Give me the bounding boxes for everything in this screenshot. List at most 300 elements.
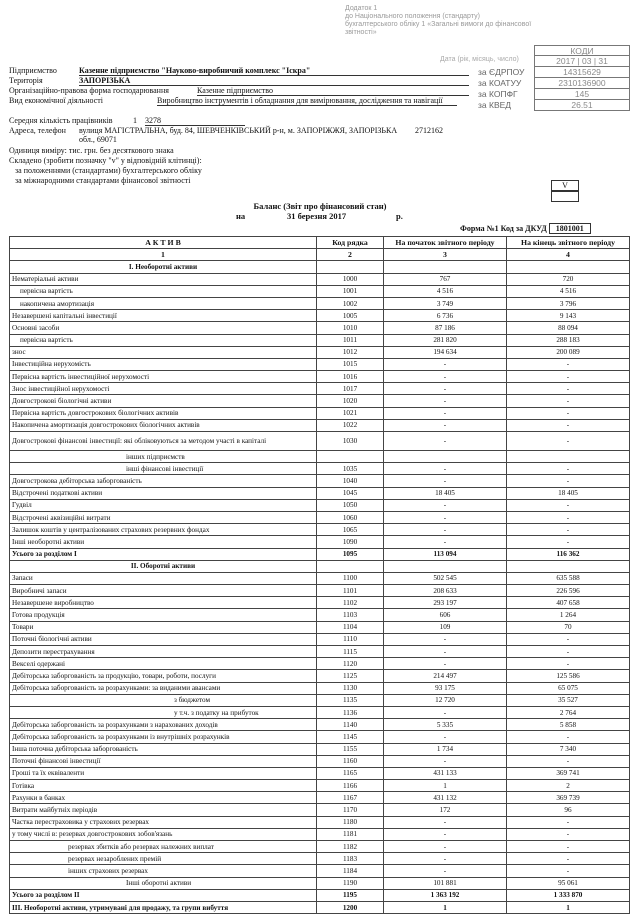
row-end-value: 35 527 (507, 694, 630, 706)
table-row (10, 346, 630, 358)
row-end-value: - (507, 646, 630, 658)
row-end-value: 5 858 (507, 719, 630, 731)
row-name: резервах незароблених премій (10, 853, 317, 865)
row-name: Основні засоби (10, 322, 317, 334)
date-on: на (236, 211, 246, 221)
row-code (317, 451, 384, 463)
table-row (10, 297, 630, 309)
column-number: 2 (317, 249, 384, 261)
row-start-value: - (384, 646, 507, 658)
row-code: 1120 (317, 658, 384, 670)
table-row (10, 463, 630, 475)
row-code: 1183 (317, 853, 384, 865)
row-name: первісна вартість (10, 285, 317, 297)
header-cell: На початок звітного періоду (384, 237, 507, 249)
form-dkud-code: 1801001 (549, 223, 591, 234)
row-name: Інші оборотні активи (10, 877, 317, 889)
row-end-value: 3 796 (507, 297, 630, 309)
row-code: 1005 (317, 310, 384, 322)
codes-label: за КОАТУУ (478, 78, 522, 88)
row-start-value: 1 (384, 780, 507, 792)
table-row (10, 285, 630, 297)
codes-date: 2017 | 03 | 31 (534, 56, 630, 67)
row-start-value: 194 634 (384, 346, 507, 358)
table-row (10, 499, 630, 511)
header-cell: А К Т И В (10, 237, 317, 249)
year-suffix: р. (396, 211, 403, 221)
row-start-value: 87 186 (384, 322, 507, 334)
row-code: 1136 (317, 706, 384, 718)
row-code: 1010 (317, 322, 384, 334)
row-name: Виробничі запаси (10, 585, 317, 597)
row-end-value: - (507, 358, 630, 370)
row-start-value: - (384, 358, 507, 370)
table-row (10, 767, 630, 779)
legal-form-value: Казенне підприємство (197, 86, 469, 96)
row-name: Первісна вартість інвестиційної нерухомості (10, 371, 317, 383)
row-code: 1125 (317, 670, 384, 682)
column-number: 4 (507, 249, 630, 261)
row-name: Довгострокові біологічні активи (10, 395, 317, 407)
row-start-value: - (384, 395, 507, 407)
std1-text: за положеннями (стандартами) бухгалтерського обліку (15, 166, 202, 175)
table-row (10, 511, 630, 523)
row-name: Дебіторська заборгованість за розрахунками: за виданими авансами (10, 682, 317, 694)
row-code: 1167 (317, 792, 384, 804)
balance-table (9, 236, 630, 914)
table-row (10, 419, 630, 431)
row-name: I. Необоротні активи (10, 261, 317, 273)
row-code: 1050 (317, 499, 384, 511)
row-start-value: 293 197 (384, 597, 507, 609)
row-code: 1184 (317, 865, 384, 877)
address-value: вулиця МАГІСТРАЛЬНА, буд. 84, ШЕВЧЕНКІВСЬКИЙ р-н, м. ЗАПОРІЖЖЯ, ЗАПОРІЗЬКА обл., 69071 (79, 126, 398, 144)
row-start-value: 101 881 (384, 877, 507, 889)
report-title: Баланс (Звіт про фінансовий стан) (253, 201, 387, 211)
row-start-value: - (384, 841, 507, 853)
row-end-value (507, 560, 630, 572)
row-code: 1022 (317, 419, 384, 431)
row-start-value: - (384, 419, 507, 431)
row-code (317, 560, 384, 572)
codes-row (440, 56, 630, 67)
codes-label: за ЄДРПОУ (478, 67, 525, 77)
row-end-value: 200 089 (507, 346, 630, 358)
row-code: 1155 (317, 743, 384, 755)
row-end-value: 720 (507, 273, 630, 285)
header-cell: Код рядка (317, 237, 384, 249)
row-end-value: 2 (507, 780, 630, 792)
table-row (10, 451, 630, 463)
row-start-value: - (384, 407, 507, 419)
row-start-value: - (384, 536, 507, 548)
row-name: Інша поточна дебіторська заборгованість (10, 743, 317, 755)
row-start-value: - (384, 853, 507, 865)
row-name: Первісна вартість довгострокових біологічних активів (10, 407, 317, 419)
table-row (10, 371, 630, 383)
table-row (10, 487, 630, 499)
row-code: 1017 (317, 383, 384, 395)
codes-block (440, 45, 630, 111)
codes-row (478, 45, 630, 56)
row-code: 1115 (317, 646, 384, 658)
table-row (10, 597, 630, 609)
row-end-value (507, 451, 630, 463)
row-start-value: 431 133 (384, 767, 507, 779)
row-end-value: - (507, 499, 630, 511)
row-start-value: 1 363 192 (384, 889, 507, 901)
header-cell: На кінець звітного періоду (507, 237, 630, 249)
row-code: 1195 (317, 889, 384, 901)
composed-text: Складено (зробити позначку "v" у відповідній клітинці): (9, 156, 202, 165)
row-code: 1095 (317, 548, 384, 560)
row-name: первісна вартість (10, 334, 317, 346)
report-date: 31 березня 2017 (287, 211, 347, 221)
row-code: 1101 (317, 585, 384, 597)
column-number: 3 (384, 249, 507, 261)
row-start-value: 431 132 (384, 792, 507, 804)
table-row (10, 585, 630, 597)
row-end-value: 9 143 (507, 310, 630, 322)
row-code: 1110 (317, 633, 384, 645)
row-code: 1040 (317, 475, 384, 487)
table-row (10, 755, 630, 767)
row-code: 1030 (317, 432, 384, 451)
row-name: знос (10, 346, 317, 358)
row-code: 1160 (317, 755, 384, 767)
row-code: 1180 (317, 816, 384, 828)
codes-row (478, 100, 630, 111)
row-end-value: 2 764 (507, 706, 630, 718)
row-name: з бюджетом (10, 694, 317, 706)
row-end-value (507, 261, 630, 273)
table-row (10, 633, 630, 645)
row-name: II. Оборотні активи (10, 560, 317, 572)
row-start-value: 208 633 (384, 585, 507, 597)
row-end-value: 226 596 (507, 585, 630, 597)
row-start-value: - (384, 511, 507, 523)
row-name: Депозити перестрахування (10, 646, 317, 658)
row-start-value: 93 175 (384, 682, 507, 694)
row-name: інших страхових резервах (10, 865, 317, 877)
row-start-value: 767 (384, 273, 507, 285)
row-start-value: 18 405 (384, 487, 507, 499)
table-row (10, 536, 630, 548)
row-end-value: 369 739 (507, 792, 630, 804)
row-code: 1021 (317, 407, 384, 419)
row-code: 1102 (317, 597, 384, 609)
row-start-value: 5 335 (384, 719, 507, 731)
table-row (10, 475, 630, 487)
row-start-value: 606 (384, 609, 507, 621)
table-row (10, 395, 630, 407)
row-start-value: 12 720 (384, 694, 507, 706)
row-end-value: - (507, 853, 630, 865)
row-start-value: 1 (384, 901, 507, 913)
row-name: Рахунки в банках (10, 792, 317, 804)
row-name: Гудвіл (10, 499, 317, 511)
row-code: 1145 (317, 731, 384, 743)
row-name: Усього за розділом II (10, 889, 317, 901)
table-row (10, 743, 630, 755)
row-start-value: 281 820 (384, 334, 507, 346)
row-end-value: 635 588 (507, 572, 630, 584)
table-row (10, 358, 630, 370)
row-code: 1181 (317, 828, 384, 840)
form-code (460, 223, 591, 234)
row-code: 1200 (317, 901, 384, 913)
row-start-value: 113 094 (384, 548, 507, 560)
table-row (10, 432, 630, 451)
table-row (10, 694, 630, 706)
row-name: накопичена амортизація (10, 297, 317, 309)
row-code: 1012 (317, 346, 384, 358)
row-code: 1065 (317, 524, 384, 536)
row-end-value: 95 061 (507, 877, 630, 889)
row-code: 1165 (317, 767, 384, 779)
row-code: 1166 (317, 780, 384, 792)
row-code: 1140 (317, 719, 384, 731)
row-code: 1090 (317, 536, 384, 548)
table-row (10, 889, 630, 901)
enterprise-value: Казенне підприємство "Науково-виробничий комплекс "Іскра" (79, 66, 469, 76)
row-code: 1045 (317, 487, 384, 499)
row-start-value: - (384, 706, 507, 718)
staff-prefix: 1 (133, 116, 137, 125)
row-name: Готова продукція (10, 609, 317, 621)
row-end-value: - (507, 841, 630, 853)
row-name: Відстрочені аквізиційні витрати (10, 511, 317, 523)
row-start-value (384, 560, 507, 572)
unit-text: Одиниця виміру: тис. грн. без десяткового знака (9, 146, 174, 155)
codes-row (478, 78, 630, 89)
row-name: Дебіторська заборгованість за продукцію, товари, роботи, послуги (10, 670, 317, 682)
row-name: Довгострокова дебіторська заборгованість (10, 475, 317, 487)
row-code: 1103 (317, 609, 384, 621)
row-end-value: - (507, 407, 630, 419)
row-name: Залишок коштів у централізованих страхових резервних фондах (10, 524, 317, 536)
table-header-row (10, 237, 630, 249)
table-row (10, 646, 630, 658)
codes-title: КОДИ (534, 45, 630, 56)
row-end-value: - (507, 633, 630, 645)
table-row (10, 719, 630, 731)
row-code: 1182 (317, 841, 384, 853)
table-row (10, 853, 630, 865)
codes-value: 2310136900 (534, 78, 630, 89)
phone-value: 2712162 (415, 126, 443, 135)
annex-line: до Національного положення (стандарту) (345, 13, 480, 20)
row-end-value: - (507, 371, 630, 383)
column-number-row (10, 249, 630, 261)
table-row (10, 383, 630, 395)
codes-value: 26.51 (534, 100, 630, 111)
row-name: Запаси (10, 572, 317, 584)
row-start-value: - (384, 828, 507, 840)
row-end-value: 125 586 (507, 670, 630, 682)
row-name: Відстрочені податкові активи (10, 487, 317, 499)
row-start-value: - (384, 816, 507, 828)
row-name: Знос інвестиційної нерухомості (10, 383, 317, 395)
codes-value: 145 (534, 89, 630, 100)
table-row (10, 901, 630, 913)
row-start-value: - (384, 499, 507, 511)
table-row (10, 572, 630, 584)
row-start-value: - (384, 731, 507, 743)
table-row (10, 609, 630, 621)
table-row (10, 731, 630, 743)
form-label: Форма №1 Код за ДКУД (460, 224, 547, 233)
row-start-value: - (384, 463, 507, 475)
row-end-value: 1 (507, 901, 630, 913)
row-end-value: 407 658 (507, 597, 630, 609)
std2-text: за міжнародними стандартами фінансової звітності (15, 176, 191, 185)
row-name: Поточні біологічні активи (10, 633, 317, 645)
row-end-value: 18 405 (507, 487, 630, 499)
row-name: Дебіторська заборгованість за розрахунками з нарахованих доходів (10, 719, 317, 731)
table-row (10, 407, 630, 419)
row-code: 1001 (317, 285, 384, 297)
row-name: Дебіторська заборгованість за розрахунками із внутрішніх розрахунків (10, 731, 317, 743)
row-name: Гроші та їх еквіваленти (10, 767, 317, 779)
row-start-value: - (384, 432, 507, 451)
row-code: 1104 (317, 621, 384, 633)
codes-row (478, 89, 630, 100)
table-row (10, 780, 630, 792)
table-row (10, 322, 630, 334)
row-start-value: - (384, 755, 507, 767)
staff-value: 3278 (145, 116, 245, 126)
annex-line: Додаток 1 (345, 5, 378, 12)
row-name: Накопичена амортизація довгострокових біологічних активів (10, 419, 317, 431)
table-row (10, 865, 630, 877)
row-name: Інвестиційна нерухомість (10, 358, 317, 370)
row-start-value: 502 545 (384, 572, 507, 584)
row-name: Векселі одержані (10, 658, 317, 670)
row-name: Незавершене виробництво (10, 597, 317, 609)
row-end-value: - (507, 511, 630, 523)
row-code: 1060 (317, 511, 384, 523)
activity-label: Вид економічної діяльності (9, 96, 104, 105)
row-end-value: 116 362 (507, 548, 630, 560)
row-start-value: 3 749 (384, 297, 507, 309)
row-name: у тому числі в: резервах довгострокових зобов'язань (10, 828, 317, 840)
row-start-value: 109 (384, 621, 507, 633)
table-row (10, 548, 630, 560)
row-name: Поточні фінансові інвестиції (10, 755, 317, 767)
row-name: Інші необоротні активи (10, 536, 317, 548)
row-code: 1016 (317, 371, 384, 383)
row-end-value: - (507, 536, 630, 548)
row-end-value: 65 075 (507, 682, 630, 694)
faint-annex-header (345, 5, 555, 37)
row-code: 1035 (317, 463, 384, 475)
territory-label: Територія (9, 76, 43, 85)
row-start-value: - (384, 658, 507, 670)
table-row (10, 334, 630, 346)
row-name: III. Необоротні активи, утримувані для продажу, та групи вибуття (10, 901, 317, 913)
row-end-value: 96 (507, 804, 630, 816)
table-row (10, 792, 630, 804)
address-label: Адреса, телефон (9, 126, 66, 135)
row-code: 1170 (317, 804, 384, 816)
enterprise-label: Підприємство (9, 66, 57, 75)
row-end-value: - (507, 828, 630, 840)
row-name: Довгострокові фінансові інвестиції: які обліковуються за методом участі в капіталі (10, 432, 317, 451)
staff-label: Середня кількість працівників (9, 116, 113, 125)
row-end-value: - (507, 755, 630, 767)
annex-line: бухгалтерського обліку 1 «Загальні вимоги до фінансової звітності» (345, 21, 532, 36)
row-start-value: - (384, 524, 507, 536)
territory-value: ЗАПОРІЗЬКА (79, 76, 469, 86)
table-row (10, 816, 630, 828)
row-code: 1190 (317, 877, 384, 889)
row-end-value: 1 264 (507, 609, 630, 621)
row-end-value: 4 516 (507, 285, 630, 297)
table-row (10, 682, 630, 694)
row-start-value: 1 734 (384, 743, 507, 755)
row-end-value: - (507, 475, 630, 487)
row-end-value: - (507, 865, 630, 877)
row-name: Частка перестраховика у страхових резервах (10, 816, 317, 828)
row-code: 1015 (317, 358, 384, 370)
codes-value: 14315629 (534, 67, 630, 78)
table-row (10, 524, 630, 536)
row-end-value: - (507, 395, 630, 407)
row-start-value: 6 736 (384, 310, 507, 322)
row-end-value: 70 (507, 621, 630, 633)
row-start-value: - (384, 633, 507, 645)
row-code: 1000 (317, 273, 384, 285)
row-end-value: 369 741 (507, 767, 630, 779)
codes-caption: Дата (рік, місяць, число) (440, 56, 519, 63)
header-block (9, 66, 479, 186)
legal-form-label: Організаційно-правова форма господарювання (9, 86, 169, 95)
row-name: Незавершені капітальні інвестиції (10, 310, 317, 322)
row-name: Нематеріальні активи (10, 273, 317, 285)
standards-checkbox[interactable]: V (551, 180, 579, 191)
row-end-value: - (507, 731, 630, 743)
row-end-value: 288 183 (507, 334, 630, 346)
row-start-value (384, 261, 507, 273)
table-row (10, 261, 630, 273)
table-row (10, 560, 630, 572)
table-row (10, 658, 630, 670)
row-name: Товари (10, 621, 317, 633)
row-start-value: - (384, 371, 507, 383)
row-start-value: 4 516 (384, 285, 507, 297)
row-name: інших підприємств (10, 451, 317, 463)
row-name: Усього за розділом І (10, 548, 317, 560)
row-start-value: - (384, 865, 507, 877)
row-end-value: - (507, 658, 630, 670)
row-start-value: 172 (384, 804, 507, 816)
row-end-value: - (507, 419, 630, 431)
column-number: 1 (10, 249, 317, 261)
row-end-value: 7 340 (507, 743, 630, 755)
row-name: у т.ч. з податку на прибуток (10, 706, 317, 718)
table-row (10, 273, 630, 285)
row-code (317, 261, 384, 273)
row-code: 1130 (317, 682, 384, 694)
row-start-value: 214 497 (384, 670, 507, 682)
row-start-value (384, 451, 507, 463)
table-row (10, 670, 630, 682)
table-row (10, 706, 630, 718)
row-start-value: - (384, 383, 507, 395)
table-row (10, 877, 630, 889)
row-name: резервах збитків або резервах належних виплат (10, 841, 317, 853)
